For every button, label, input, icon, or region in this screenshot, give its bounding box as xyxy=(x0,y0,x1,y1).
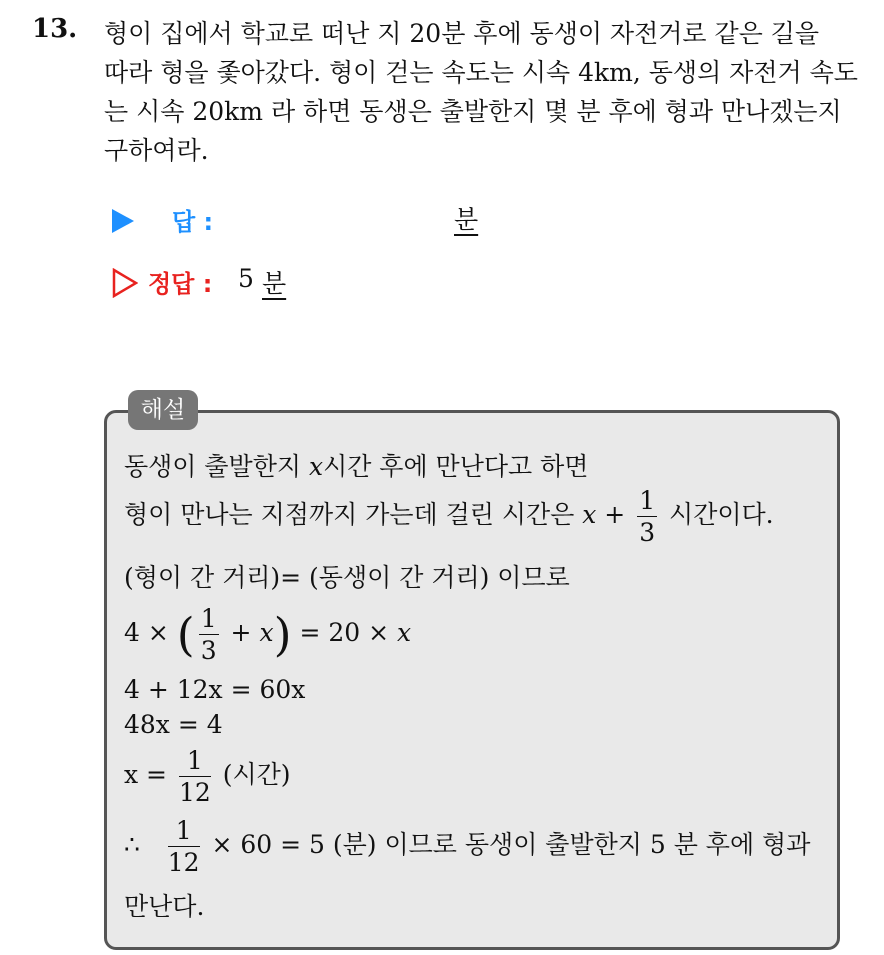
numerator: 1 xyxy=(168,818,200,847)
question-number: 13. xyxy=(32,14,78,44)
solution-line-2 xyxy=(124,488,774,545)
solution-line-7 xyxy=(124,748,291,805)
solution-line-4 xyxy=(124,606,411,663)
correct-answer-unit: 분 xyxy=(262,269,287,298)
text: 동생이 출발한지 xyxy=(124,452,309,481)
correct-answer-label: 정답 : xyxy=(148,270,213,298)
solution-line-5: 4 + 12x = 60x xyxy=(124,675,306,704)
math-variable: x xyxy=(397,618,412,647)
denominator: 12 xyxy=(167,848,200,877)
play-triangle-icon xyxy=(112,209,134,233)
solution-line-6: 48x = 4 xyxy=(124,710,223,739)
text: + xyxy=(222,618,260,647)
question-line: 형이 집에서 학교로 떠난 지 20분 후에 동생이 자전거로 같은 길을 xyxy=(104,19,820,48)
math-variable: x xyxy=(582,500,597,529)
answer-label: 답 : xyxy=(172,208,214,236)
answer-unit: 분 xyxy=(454,205,479,234)
question-line: 따라 형을 좇아갔다. 형이 걷는 속도는 시속 4km, 동생의 자전거 속도 xyxy=(104,58,858,87)
text: 형이 만나는 지점까지 가는데 걸린 시간은 xyxy=(124,500,583,529)
text: x = xyxy=(124,760,175,789)
outline-triangle-icon xyxy=(112,268,138,298)
numerator: 1 xyxy=(179,748,211,777)
math-variable: x xyxy=(259,618,274,647)
denominator: 12 xyxy=(178,778,211,807)
fraction xyxy=(637,488,657,545)
solution-line-1 xyxy=(124,447,588,483)
numerator: 1 xyxy=(639,486,656,515)
numerator: 1 xyxy=(200,604,217,633)
question-text xyxy=(104,14,864,170)
correct-answer-row xyxy=(112,262,412,302)
fraction xyxy=(179,748,211,805)
text: + xyxy=(596,500,634,529)
solution-line-3: (형이 간 거리)= (동생이 간 거리) 이므로 xyxy=(124,563,570,592)
question-line: 는 시속 20km 라 하면 동생은 출발한지 몇 분 후에 형과 만나겠는지 xyxy=(104,97,842,126)
text: 시간이다. xyxy=(661,500,774,529)
answer-row xyxy=(112,200,532,240)
text: 4 × xyxy=(124,618,177,647)
therefore-symbol: ∴ xyxy=(124,830,140,859)
denominator: 3 xyxy=(200,636,217,665)
right-paren: ) xyxy=(273,607,292,662)
question-line: 구하여라. xyxy=(104,136,209,165)
math-variable: x xyxy=(308,452,324,481)
text: × 60 = 5 (분) 이므로 동생이 출발한지 5 분 후에 형과 xyxy=(203,830,811,859)
correct-answer-value: 5 xyxy=(238,264,254,293)
text: 시간 후에 만난다고 하면 xyxy=(323,452,589,481)
solution-line-9: 만난다. xyxy=(124,892,205,921)
denominator: 3 xyxy=(639,518,656,547)
fraction xyxy=(199,606,219,663)
text: (시간) xyxy=(214,760,291,789)
fraction xyxy=(168,818,200,875)
solution-tag: 해설 xyxy=(128,390,198,430)
text: = 20 × xyxy=(291,618,398,647)
left-paren: ( xyxy=(176,607,195,662)
solution-line-8 xyxy=(124,818,810,875)
